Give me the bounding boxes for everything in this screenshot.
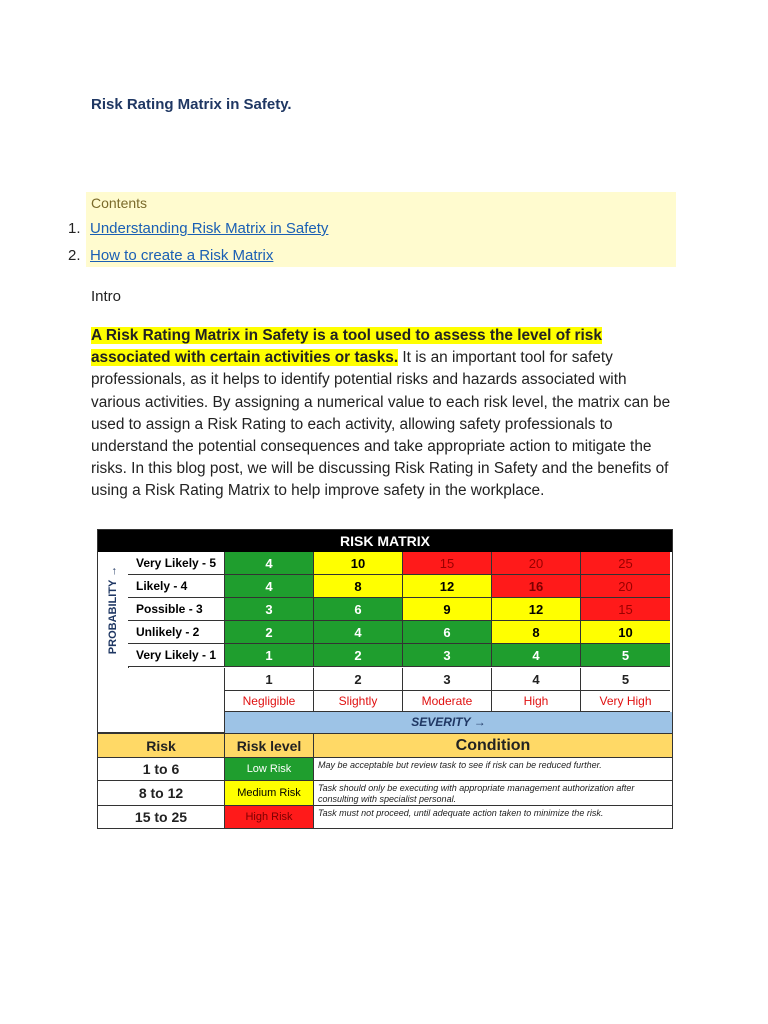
matrix-cell: 20 bbox=[492, 552, 581, 575]
matrix-row bbox=[128, 644, 670, 667]
severity-names bbox=[225, 691, 670, 712]
legend-row-high bbox=[98, 806, 672, 828]
legend-range: 1 to 6 bbox=[98, 758, 225, 781]
legend-level-high: High Risk bbox=[225, 806, 314, 828]
matrix-grid bbox=[98, 552, 672, 828]
matrix-cell: 16 bbox=[492, 575, 581, 598]
severity-number: 5 bbox=[581, 668, 670, 691]
severity-name: Moderate bbox=[403, 691, 492, 712]
legend-range: 8 to 12 bbox=[98, 781, 225, 806]
matrix-cell: 10 bbox=[581, 621, 670, 644]
row-label: Unlikely - 2 bbox=[128, 621, 225, 644]
row-label: Likely - 4 bbox=[128, 575, 225, 598]
matrix-cell: 12 bbox=[492, 598, 581, 621]
legend-row-medium bbox=[98, 781, 672, 806]
matrix-cell: 4 bbox=[492, 644, 581, 667]
intro-paragraph bbox=[91, 325, 676, 503]
severity-name: Negligible bbox=[225, 691, 314, 712]
matrix-title: RISK MATRIX bbox=[98, 530, 672, 552]
row-label: Very Likely - 1 bbox=[128, 644, 225, 667]
matrix-cell: 2 bbox=[314, 644, 403, 667]
toc-number: 2. bbox=[68, 247, 81, 264]
matrix-cell: 20 bbox=[581, 575, 670, 598]
matrix-cell: 8 bbox=[314, 575, 403, 598]
matrix-cell: 25 bbox=[581, 552, 670, 575]
legend-row-low bbox=[98, 758, 672, 781]
page-title: Risk Rating Matrix in Safety. bbox=[91, 96, 292, 113]
matrix-cell: 15 bbox=[581, 598, 670, 621]
intro-label: Intro bbox=[91, 288, 122, 305]
toc-link-understanding[interactable]: Understanding Risk Matrix in Safety bbox=[90, 220, 329, 237]
matrix-cell: 5 bbox=[581, 644, 670, 667]
severity-numbers bbox=[225, 668, 670, 691]
legend-risk-header: Risk bbox=[98, 734, 225, 758]
matrix-cell: 4 bbox=[225, 552, 314, 575]
matrix-cell: 8 bbox=[492, 621, 581, 644]
severity-number: 2 bbox=[314, 668, 403, 691]
legend-level-header: Risk level bbox=[225, 734, 314, 758]
matrix-cell: 3 bbox=[225, 598, 314, 621]
matrix-cell: 15 bbox=[403, 552, 492, 575]
severity-number: 3 bbox=[403, 668, 492, 691]
matrix-row bbox=[128, 598, 670, 621]
matrix-cell: 9 bbox=[403, 598, 492, 621]
legend-condition: Task must not proceed, until adequate action taken to minimize the risk. bbox=[318, 808, 604, 818]
toc-number: 1. bbox=[68, 220, 81, 237]
highlighted-definition: A Risk Rating Matrix in Safety is a tool used to assess the level of risk associated with certain activities or tasks. bbox=[91, 327, 602, 367]
legend-condition: May be acceptable but review task to see if risk can be reduced further. bbox=[314, 758, 672, 781]
matrix-row bbox=[128, 552, 670, 575]
legend-condition: Task should only be executing with appropriate management authorization after consulting with specialist personal. bbox=[314, 781, 672, 806]
matrix-cell: 1 bbox=[225, 644, 314, 667]
severity-name: Slightly bbox=[314, 691, 403, 712]
blank-corner bbox=[98, 668, 225, 733]
matrix-row bbox=[128, 621, 670, 644]
paragraph-body: It is an important tool for safety professionals, as it helps to identify potential risks and hazards associated with various activities. By assigning a numerical value to each risk level, the matrix can be used to assign a Risk Rating to each activity, allowing safety professionals to understand the potential consequences and take appropriate action to mitigate the risks. In this blog post, we will be discussing Risk Rating in Safety and the benefits of using a Risk Rating Matrix to help improve safety in the workplace. bbox=[91, 349, 671, 500]
severity-number: 1 bbox=[225, 668, 314, 691]
row-label: Very Likely - 5 bbox=[128, 552, 225, 575]
probability-label: PROBABILITY → bbox=[107, 565, 120, 655]
matrix-cell: 4 bbox=[314, 621, 403, 644]
matrix-cell: 12 bbox=[403, 575, 492, 598]
legend-level-medium: Medium Risk bbox=[225, 781, 314, 806]
severity-number: 4 bbox=[492, 668, 581, 691]
matrix-cell: 4 bbox=[225, 575, 314, 598]
severity-name: Very High bbox=[581, 691, 670, 712]
matrix-cell: 6 bbox=[314, 598, 403, 621]
severity-name: High bbox=[492, 691, 581, 712]
row-label: Possible - 3 bbox=[128, 598, 225, 621]
contents-heading: Contents bbox=[91, 195, 148, 211]
toc-item bbox=[68, 220, 328, 237]
matrix-cell: 2 bbox=[225, 621, 314, 644]
probability-axis bbox=[98, 552, 129, 668]
severity-axis-label: SEVERITY → bbox=[225, 712, 672, 733]
legend-header bbox=[98, 733, 672, 758]
legend-level-low: Low Risk bbox=[225, 758, 314, 781]
risk-matrix-figure bbox=[97, 529, 673, 829]
legend-range: 15 to 25 bbox=[98, 806, 225, 828]
toc-link-create[interactable]: How to create a Risk Matrix bbox=[90, 247, 274, 264]
toc-item bbox=[68, 247, 273, 264]
matrix-cell: 6 bbox=[403, 621, 492, 644]
matrix-cell: 10 bbox=[314, 552, 403, 575]
matrix-cell: 3 bbox=[403, 644, 492, 667]
legend-condition-header: Condition bbox=[314, 734, 672, 758]
matrix-row bbox=[128, 575, 670, 598]
